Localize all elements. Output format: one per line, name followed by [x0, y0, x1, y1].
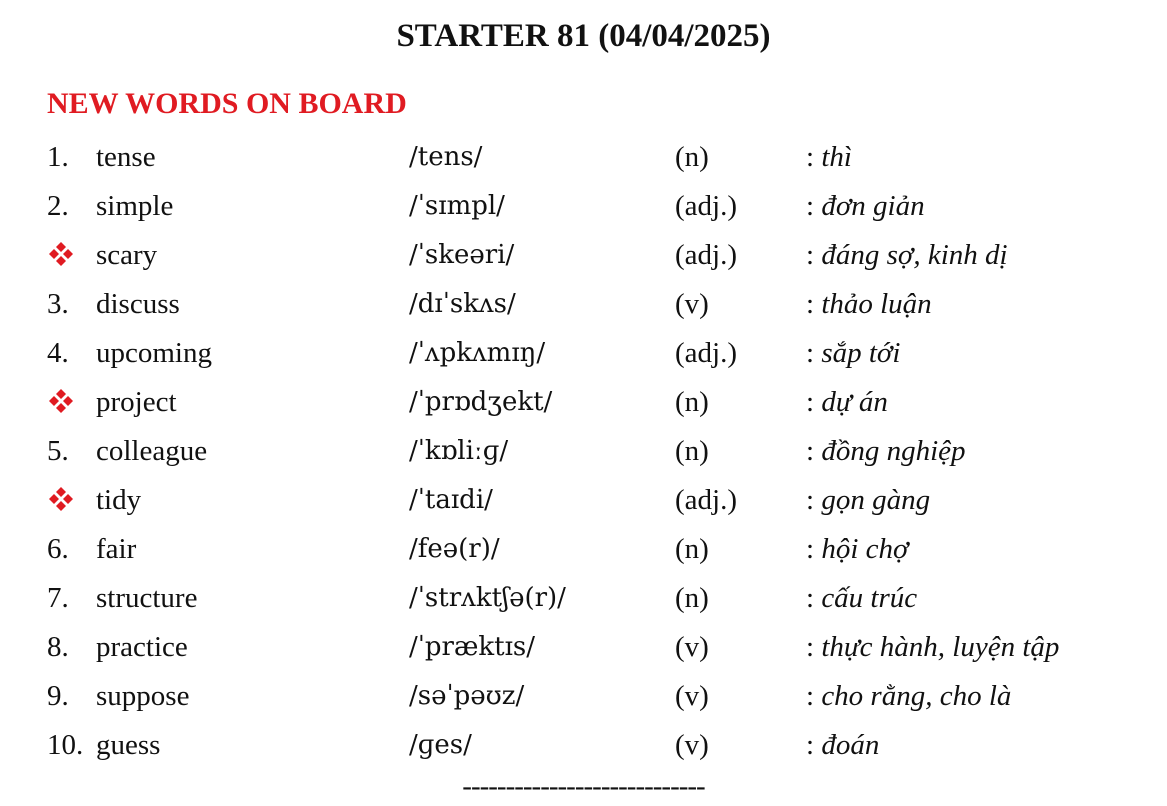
meaning-separator: :	[806, 288, 822, 320]
vocab-ipa: /ˈprɒdʒekt/	[409, 387, 553, 417]
vocab-meaning	[806, 280, 932, 329]
vocab-list	[0, 133, 1167, 770]
vocab-pos: (v)	[675, 288, 709, 320]
meaning-separator: :	[806, 386, 822, 418]
vocab-row	[0, 672, 1167, 721]
meaning-text: thực hành, luyện tập	[821, 631, 1060, 663]
vocab-word: structure	[96, 582, 198, 614]
vocab-ipa: /ˈpræktɪs/	[409, 632, 536, 662]
item-number: 1.	[47, 141, 69, 173]
vocab-meaning	[806, 427, 966, 476]
meaning-text: dự án	[821, 386, 888, 418]
vocab-meaning	[806, 574, 917, 623]
vocab-ipa: /ˈskeəri/	[409, 240, 515, 270]
vocab-word: scary	[96, 239, 158, 271]
item-number: 10.	[47, 729, 84, 761]
meaning-separator: :	[806, 631, 822, 663]
vocab-pos: (n)	[675, 141, 709, 173]
vocab-word: guess	[96, 729, 161, 761]
vocab-row	[0, 280, 1167, 329]
vocab-row	[0, 133, 1167, 182]
vocab-meaning	[806, 721, 879, 770]
vocab-meaning	[806, 231, 1008, 280]
vocab-word: fair	[96, 533, 137, 565]
vocab-pos: (adj.)	[675, 190, 737, 222]
vocab-ipa: /ˈkɒliːɡ/	[409, 436, 509, 466]
item-number: 7.	[47, 582, 69, 614]
meaning-separator: :	[806, 141, 822, 173]
vocab-ipa: /feə(r)/	[409, 534, 500, 564]
four-diamond-icon	[47, 240, 75, 268]
vocab-word: suppose	[96, 680, 190, 712]
vocab-row	[0, 574, 1167, 623]
vocab-word: tidy	[96, 484, 142, 516]
section-heading: NEW WORDS ON BOARD	[47, 87, 407, 120]
meaning-text: đơn giản	[821, 190, 925, 222]
meaning-text: đoán	[821, 729, 880, 761]
meaning-separator: :	[806, 239, 822, 271]
vocab-pos: (adj.)	[675, 337, 737, 369]
meaning-text: thảo luận	[821, 288, 932, 320]
vocab-meaning	[806, 378, 888, 427]
meaning-separator: :	[806, 484, 822, 516]
vocab-meaning	[806, 525, 908, 574]
page-title: STARTER 81 (04/04/2025)	[396, 18, 771, 54]
meaning-text: thì	[821, 141, 852, 173]
vocab-pos: (n)	[675, 582, 709, 614]
meaning-separator: :	[806, 435, 822, 467]
vocab-meaning	[806, 329, 900, 378]
vocab-meaning	[806, 672, 1011, 721]
vocab-pos: (v)	[675, 631, 709, 663]
vocab-meaning	[806, 623, 1059, 672]
four-diamond-icon	[47, 485, 75, 513]
vocab-word: colleague	[96, 435, 208, 467]
item-number: 8.	[47, 631, 69, 663]
meaning-text: gọn gàng	[821, 484, 931, 516]
item-number: 4.	[47, 337, 69, 369]
meaning-separator: :	[806, 680, 822, 712]
vocab-ipa: /səˈpəʊz/	[409, 681, 525, 711]
vocab-pos: (v)	[675, 680, 709, 712]
vocab-ipa: /ˈtaɪdi/	[409, 485, 493, 515]
meaning-text: cho rằng, cho là	[821, 680, 1012, 712]
vocab-row	[0, 721, 1167, 770]
item-number: 9.	[47, 680, 69, 712]
meaning-text: cấu trúc	[821, 582, 918, 614]
vocab-ipa: /ˈstrʌktʃə(r)/	[409, 583, 566, 613]
vocab-word: upcoming	[96, 337, 212, 369]
meaning-text: hội chợ	[821, 533, 909, 565]
vocab-row	[0, 231, 1167, 280]
vocab-row	[0, 476, 1167, 525]
vocab-ipa: /ˈʌpkʌmɪŋ/	[409, 338, 546, 368]
meaning-separator: :	[806, 190, 822, 222]
vocab-row	[0, 623, 1167, 672]
vocab-word: discuss	[96, 288, 180, 320]
meaning-separator: :	[806, 582, 822, 614]
item-number: 3.	[47, 288, 69, 320]
vocab-ipa: /dɪˈskʌs/	[409, 289, 516, 319]
vocab-meaning	[806, 133, 852, 182]
meaning-separator: :	[806, 337, 822, 369]
vocab-row	[0, 525, 1167, 574]
bullet-marker	[47, 378, 75, 427]
vocab-ipa: /ɡes/	[409, 730, 472, 760]
vocab-meaning	[806, 476, 930, 525]
meaning-text: sắp tới	[821, 337, 901, 369]
item-number: 5.	[47, 435, 69, 467]
vocab-word: project	[96, 386, 177, 418]
meaning-text: đồng nghiệp	[821, 435, 966, 467]
vocab-word: simple	[96, 190, 174, 222]
vocab-meaning	[806, 182, 925, 231]
vocab-row	[0, 329, 1167, 378]
meaning-separator: :	[806, 533, 822, 565]
vocab-word: tense	[96, 141, 156, 173]
vocab-pos: (n)	[675, 533, 709, 565]
vocab-pos: (adj.)	[675, 484, 737, 516]
item-number: 6.	[47, 533, 69, 565]
vocab-pos: (n)	[675, 386, 709, 418]
meaning-separator: :	[806, 729, 822, 761]
vocab-ipa: /tens/	[409, 142, 483, 172]
vocab-row	[0, 427, 1167, 476]
item-number: 2.	[47, 190, 69, 222]
footer-divider: ----------------------------	[462, 770, 705, 802]
vocab-pos: (n)	[675, 435, 709, 467]
four-diamond-icon	[47, 387, 75, 415]
bullet-marker	[47, 231, 75, 280]
vocab-row	[0, 182, 1167, 231]
vocab-row	[0, 378, 1167, 427]
vocab-ipa: /ˈsɪmpl/	[409, 191, 505, 221]
vocab-pos: (adj.)	[675, 239, 737, 271]
vocab-pos: (v)	[675, 729, 709, 761]
vocab-word: practice	[96, 631, 188, 663]
meaning-text: đáng sợ, kinh dị	[821, 239, 1008, 271]
bullet-marker	[47, 476, 75, 525]
